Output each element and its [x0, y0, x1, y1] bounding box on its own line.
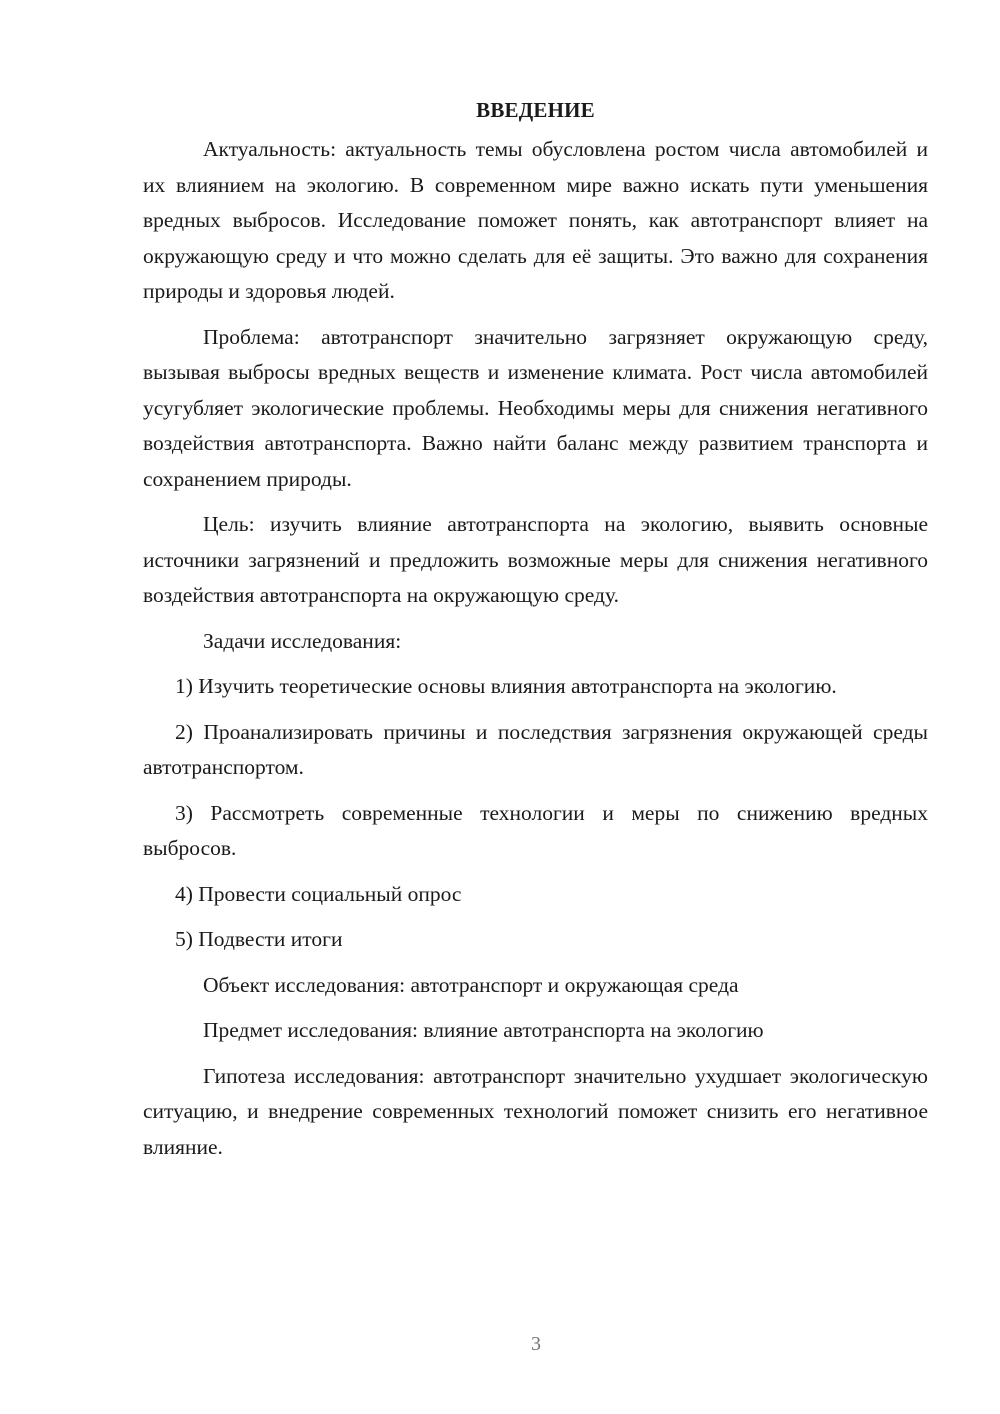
problem-paragraph: Проблема: автотранспорт значительно загрязняет окружающую среду, вызывая выбросы вредных веществ и изменение климата. Рост числа автомобилей усугубляет экологические проблемы. Необходимы меры для снижения негативного воздействия автотранспорта. Важно найти баланс между развитием транспорта и сохранением природы.: [143, 324, 928, 491]
hypothesis-paragraph: Гипотеза исследования: автотранспорт значительно ухудшает экологическую ситуацию, и внедрение современных технологий поможет снизить его негативное влияние.: [143, 1063, 928, 1159]
section-title: ВВЕДЕНИЕ: [476, 98, 595, 122]
object-paragraph: Объект исследования: автотранспорт и окружающая среда: [203, 972, 739, 997]
goal-paragraph: Цель: изучить влияние автотранспорта на экологию, выявить основные источники загрязнений и предложить возможные меры для снижения негативного воздействия автотранспорта на окружающую среду.: [143, 512, 928, 607]
page-content: [143, 88, 928, 1175]
task-item-4: 4) Провести социальный опрос: [175, 881, 462, 906]
relevance-paragraph: Актуальность: актуальность темы обусловлена ростом числа автомобилей и их влиянием на экологию. В современном мире важно искать пути уменьшения вредных выбросов. Исследование поможет понять, как автотранспорт влияет на окружающую среду и что можно сделать для её защиты. Это важно для сохранения природы и здоровья людей.: [143, 137, 928, 303]
task-item-5: 5) Подвести итоги: [175, 927, 343, 951]
tasks-heading: Задачи исследования:: [203, 628, 402, 653]
subject-paragraph: Предмет исследования: влияние автотранспорта на экологию: [203, 1018, 764, 1042]
page-number: 3: [531, 1333, 541, 1355]
task-item-2: 2) Проанализировать причины и последствия загрязнения окружающей среды автотранспортом.: [143, 719, 928, 779]
task-item-1: 1) Изучить теоретические основы влияния автотранспорта на экологию.: [175, 674, 837, 698]
task-item-3: 3) Рассмотреть современные технологии и меры по снижению вредных выбросов.: [143, 800, 928, 860]
